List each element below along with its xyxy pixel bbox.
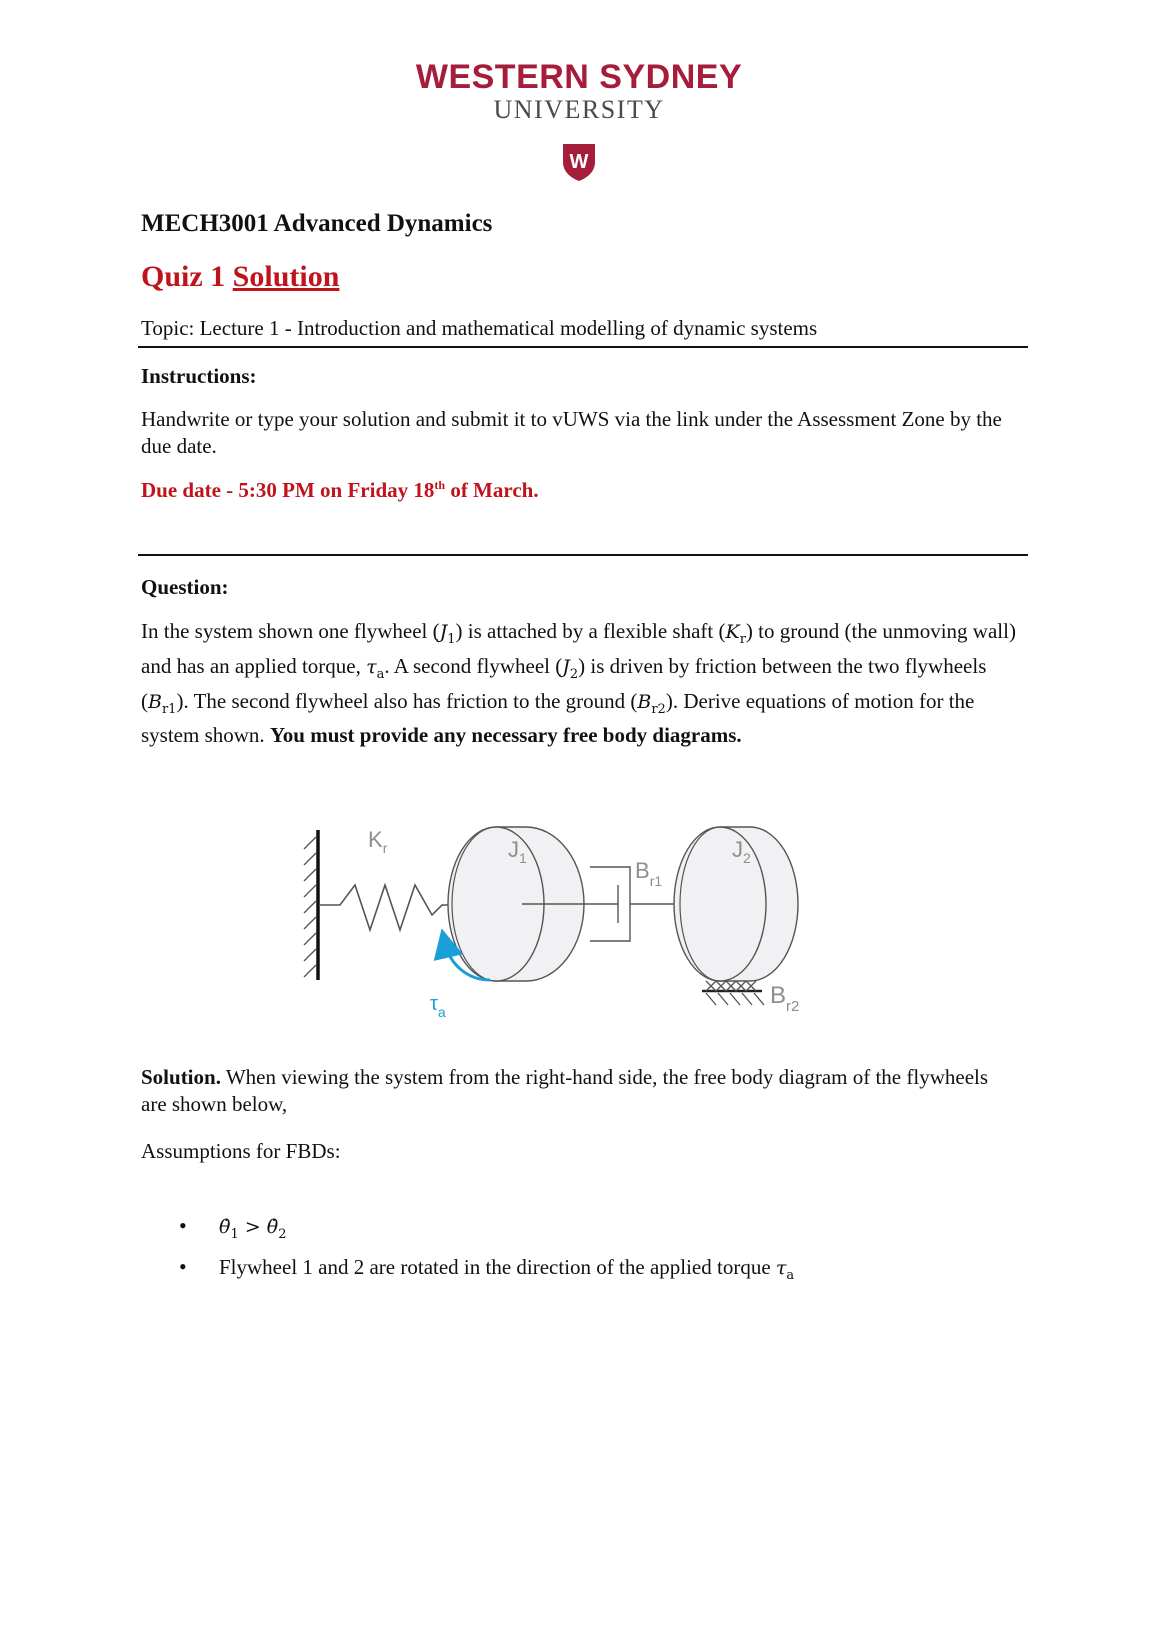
label-kr: $K_r$ [368,827,388,856]
question-bold-note: You must provide any necessary free body diagrams. [269,723,742,748]
solution-label: Solution. [141,1065,221,1089]
ground-friction-br2 [702,981,764,1005]
due-date-main: Due date - 5:30 PM on Friday 18 [141,478,435,502]
quiz-title [141,260,1017,294]
solution-intro: Solution. When viewing the system from the right-hand side, the free body diagram of the flywheels are shown below, [141,1065,989,1116]
assumptions-heading: Assumptions for FBDs: [141,1139,341,1163]
due-date-tail: of March. [445,478,539,502]
instructions-heading: Instructions: [141,364,257,388]
divider-middle [138,554,1028,556]
logo-name: WESTERN SYDNEY [415,58,743,96]
ground-wall [304,830,318,980]
shield-logo-icon [561,142,597,182]
math-tau-a: $\tau_a$ [366,655,385,682]
label-j2: $J_2$ [732,837,751,866]
spring-kr [320,885,455,930]
divider-top [138,346,1028,348]
instructions-text: Handwrite or type your solution and submit it to vUWS via the link under the Assessment Zone by the due date. [141,407,1002,458]
shield-letter: W [569,151,589,173]
math-br1: $B_{r1}$ [148,690,177,717]
label-j1: $J_1$ [508,837,527,866]
course-title: MECH3001 Advanced Dynamics [141,210,493,237]
math-j2: $J_2$ [562,655,579,682]
list-item: • $\thetȧ_1$ > $\thetȧ_2$ [141,1210,794,1251]
label-tau: $\tau_a$ [430,993,446,1020]
question-heading: Question: [141,575,229,599]
logo-subtitle: UNIVERSITY [493,95,665,124]
math-j1: $J_1$ [439,621,456,647]
math-theta1-dot: $\thetȧ_1$ [219,1216,239,1242]
due-date-sup: th [434,478,446,492]
quiz-number: Quiz 1 [141,260,226,293]
math-theta2-dot: $\thetȧ_2$ [266,1216,287,1242]
topic-line: Topic: Lecture 1 - Introduction and mathematical modelling of dynamic systems [141,316,818,340]
flywheel-system-diagram [300,815,860,1025]
due-date [141,478,1017,503]
label-br2: $B_{r2}$ [770,982,800,1015]
university-logo [0,58,1158,182]
question-text: In the system shown one flywheel $(J_1)$ is attached by a flexible shaft $(K_r)$ to ground (the unmoving wall) and has an applied torque, $\tau_a$. A second flywheel $(J_2)$ is driven by friction between the two flywheels $(B_{r1})$. The second flywheel also has friction to the ground $(B_{r2})$. Derive equations of motion for the system shown. You must provide any necessary free body diagrams. [141,619,1016,748]
math-br2: $B_{r2}$ [637,690,666,717]
label-br1: $B_{r1}$ [635,858,663,889]
quiz-solution-link[interactable]: Solution [232,260,340,293]
math-kr: $K_r$ [725,621,746,647]
math-tau-a-bullet: $\tau_a$ [775,1256,795,1283]
list-item: • Flywheel 1 and 2 are rotated in the direction of the applied torque $\tau_a$ [141,1251,794,1292]
assumptions-list [141,1210,794,1292]
